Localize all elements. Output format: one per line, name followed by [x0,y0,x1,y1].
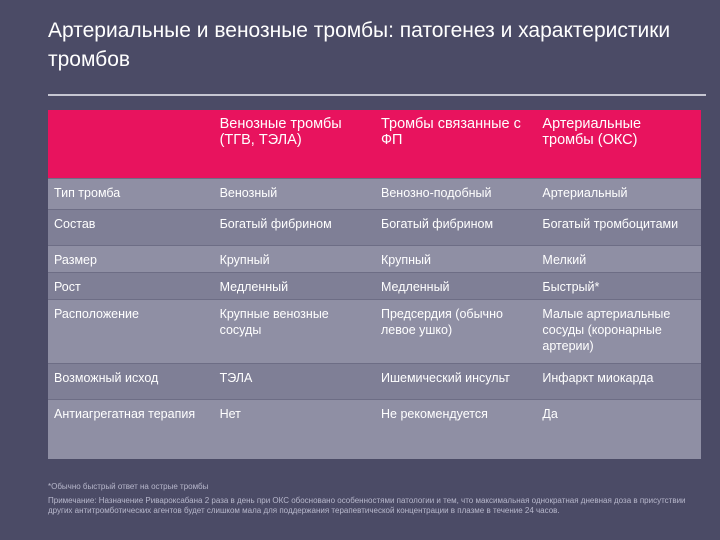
table-cell: Венозный [214,178,375,209]
table-cell: Мелкий [536,245,701,272]
table-row [48,209,701,245]
table-cell: Медленный [214,272,375,299]
table-cell: Да [536,399,701,459]
table-cell: Венозно-подобный [375,178,536,209]
table-cell: Предсердия (обычно левое ушко) [375,299,536,363]
header-cell-corner [48,110,214,178]
header-cell-venous: Венозные тромбы (ТГВ, ТЭЛА) [214,110,375,178]
table-cell: Ишемический инсульт [375,363,536,399]
header-cell-af: Тромбы связанные с ФП [375,110,536,178]
table-cell: Крупные венозные сосуды [214,299,375,363]
table-cell: Быстрый* [536,272,701,299]
table-row [48,178,701,209]
table-cell: Крупный [214,245,375,272]
row-label: Антиагрегатная терапия [48,399,214,459]
footnote-note: Примечание: Назначение Ривароксабана 2 раза в день при ОКС обосновано особенностями патологии и тем, что максимальная однократная дневная доза в присутствии других антитромботических агентов будет слишком мала для поддержания терапевтической концентрации в плазме в течение 24 часов. [48,496,686,515]
table-cell: Крупный [375,245,536,272]
comparison-table [48,110,701,459]
table-row [48,245,701,272]
table-cell: Малые артериальные сосуды (коронарные артерии) [536,299,701,363]
row-label: Возможный исход [48,363,214,399]
footnotes [48,482,704,520]
table-header-row [48,110,701,178]
footnote-asterisk: *Обычно быстрый ответ на острые тромбы [48,482,209,491]
row-label: Тип тромба [48,178,214,209]
table-cell: Богатый тромбоцитами [536,209,701,245]
table-cell: Артериальный [536,178,701,209]
table-cell: Нет [214,399,375,459]
title-divider [48,94,706,96]
row-label: Размер [48,245,214,272]
table-cell: ТЭЛА [214,363,375,399]
table-row [48,272,701,299]
table-cell: Не рекомендуется [375,399,536,459]
slide-title: Артериальные и венозные тромбы: патогенез и характеристики тромбов [48,19,671,71]
table-row [48,363,701,399]
table-row [48,299,701,363]
row-label: Состав [48,209,214,245]
table-cell: Инфаркт миокарда [536,363,701,399]
table-cell: Медленный [375,272,536,299]
row-label: Расположение [48,299,214,363]
table-cell: Богатый фибрином [214,209,375,245]
header-cell-arterial: Артериальные тромбы (ОКС) [536,110,701,178]
table-cell: Богатый фибрином [375,209,536,245]
row-label: Рост [48,272,214,299]
table-row [48,399,701,459]
